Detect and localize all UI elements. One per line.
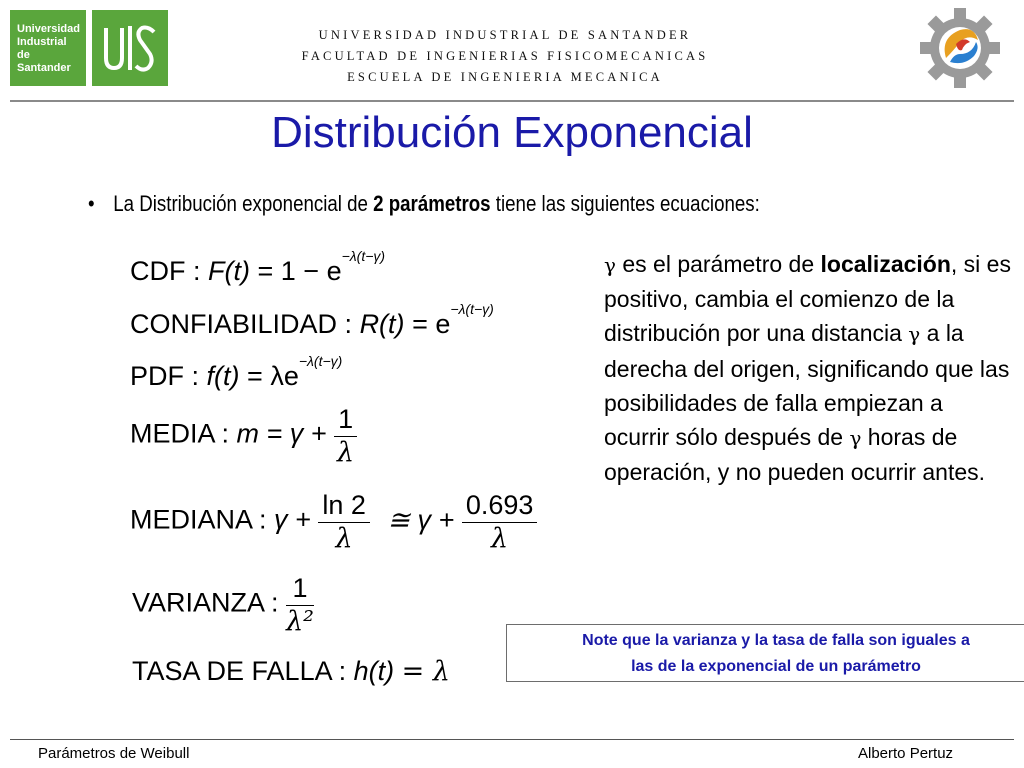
fraction-numerator: ln 2 [318, 488, 370, 523]
page-title: Distribución Exponencial [271, 108, 753, 157]
eq-label: MEDIA : [130, 418, 230, 449]
intro-text-before: La Distribución exponencial de [113, 191, 374, 216]
eq-label: MEDIANA : [130, 504, 267, 535]
eq-lhs: R(t) [359, 309, 405, 339]
equation-tasa-falla [132, 656, 450, 687]
intro-text-after: tiene las siguientes ecuaciones: [490, 191, 760, 216]
eq-rhs: = 1 − e [257, 256, 342, 286]
eq-label: VARIANZA : [132, 587, 279, 618]
eq-exponent: −λ(t−γ) [450, 301, 494, 317]
header-school-line: ESCUELA DE INGENIERIA MECANICA [347, 70, 663, 84]
mechanical-school-logo [918, 6, 1002, 90]
note-line-2: las de la exponencial de un parámetro [631, 658, 921, 675]
uis-logo [92, 10, 168, 86]
note-box [506, 624, 1024, 682]
header-university-line: UNIVERSIDAD INDUSTRIAL DE SANTANDER [318, 28, 692, 42]
fraction-denominator: λ [337, 437, 355, 468]
eq-lhs: F(t) [208, 256, 250, 286]
gamma-text-bold: localización [820, 251, 951, 277]
gear-flame-icon [918, 6, 1002, 90]
uis-logo-icon [92, 10, 168, 86]
eq-exponent: −λ(t−γ) [341, 248, 386, 264]
eq-label: PDF : [130, 361, 200, 391]
equation-media [130, 402, 357, 469]
footer-topic: Parámetros de Weibull [38, 745, 190, 762]
eq-exponent: −λ(t−γ) [298, 353, 343, 369]
intro-bullet [88, 191, 760, 217]
eq-rhs: = λ [401, 656, 450, 687]
fraction-denominator: λ² [286, 606, 314, 637]
fraction-numerator: 1 [334, 402, 357, 437]
eq-lhs: m = γ + [236, 418, 327, 449]
footer-author: Alberto Pertuz [858, 745, 954, 762]
gamma-symbol: γ [849, 426, 862, 451]
mediana-fraction-decimal [462, 488, 538, 555]
eq-approx: ≅ γ + [387, 504, 455, 535]
equation-varianza [132, 571, 314, 638]
eq-label: TASA DE FALLA : [132, 656, 347, 686]
gamma-text-3: a la derecha del origen, significando que las posibilidades de falla empiezan a ocurrir sólo después de [604, 320, 1010, 451]
university-logo-label: Universidad Industrial de Santander [17, 23, 80, 74]
note-line-1: Note que la varianza y la tasa de falla son iguales a [582, 632, 970, 649]
media-fraction [334, 402, 357, 469]
fraction-numerator: 1 [286, 571, 314, 606]
footer-divider [10, 739, 1014, 740]
fraction-numerator: 0.693 [462, 488, 538, 523]
eq-lhs: γ + [274, 504, 311, 535]
gamma-symbol: γ [604, 253, 616, 277]
eq-label: CONFIABILIDAD : [130, 309, 353, 339]
eq-rhs: = e [412, 309, 451, 339]
gamma-text-2: , si es positivo, cambia el comienzo de la distribución por una distancia [604, 251, 1011, 347]
fraction-denominator: λ [491, 523, 509, 554]
bullet-dot: • [88, 191, 95, 216]
gamma-parameter-explanation [604, 247, 1014, 489]
eq-lhs: h(t) [353, 656, 395, 686]
gamma-text-4: horas de operación, y no pueden ocurrir antes. [604, 424, 986, 486]
mediana-fraction-ln2 [318, 488, 370, 555]
gamma-text-1: es el parámetro de [615, 251, 815, 277]
equation-mediana [130, 488, 537, 555]
equation-confiabilidad [130, 301, 494, 340]
fraction-denominator: λ [335, 523, 353, 554]
header-divider [10, 100, 1014, 102]
eq-lhs: f(t) [206, 361, 240, 391]
eq-label: CDF : [130, 256, 201, 286]
eq-rhs: = λe [247, 361, 299, 391]
intro-text-bold: 2 parámetros [373, 191, 491, 216]
header-faculty-line: FACULTAD DE INGENIERIAS FISICOMECANICAS [301, 49, 709, 63]
varianza-fraction [286, 571, 314, 638]
university-logo-text-block [10, 10, 86, 86]
gamma-symbol: γ [908, 322, 921, 347]
